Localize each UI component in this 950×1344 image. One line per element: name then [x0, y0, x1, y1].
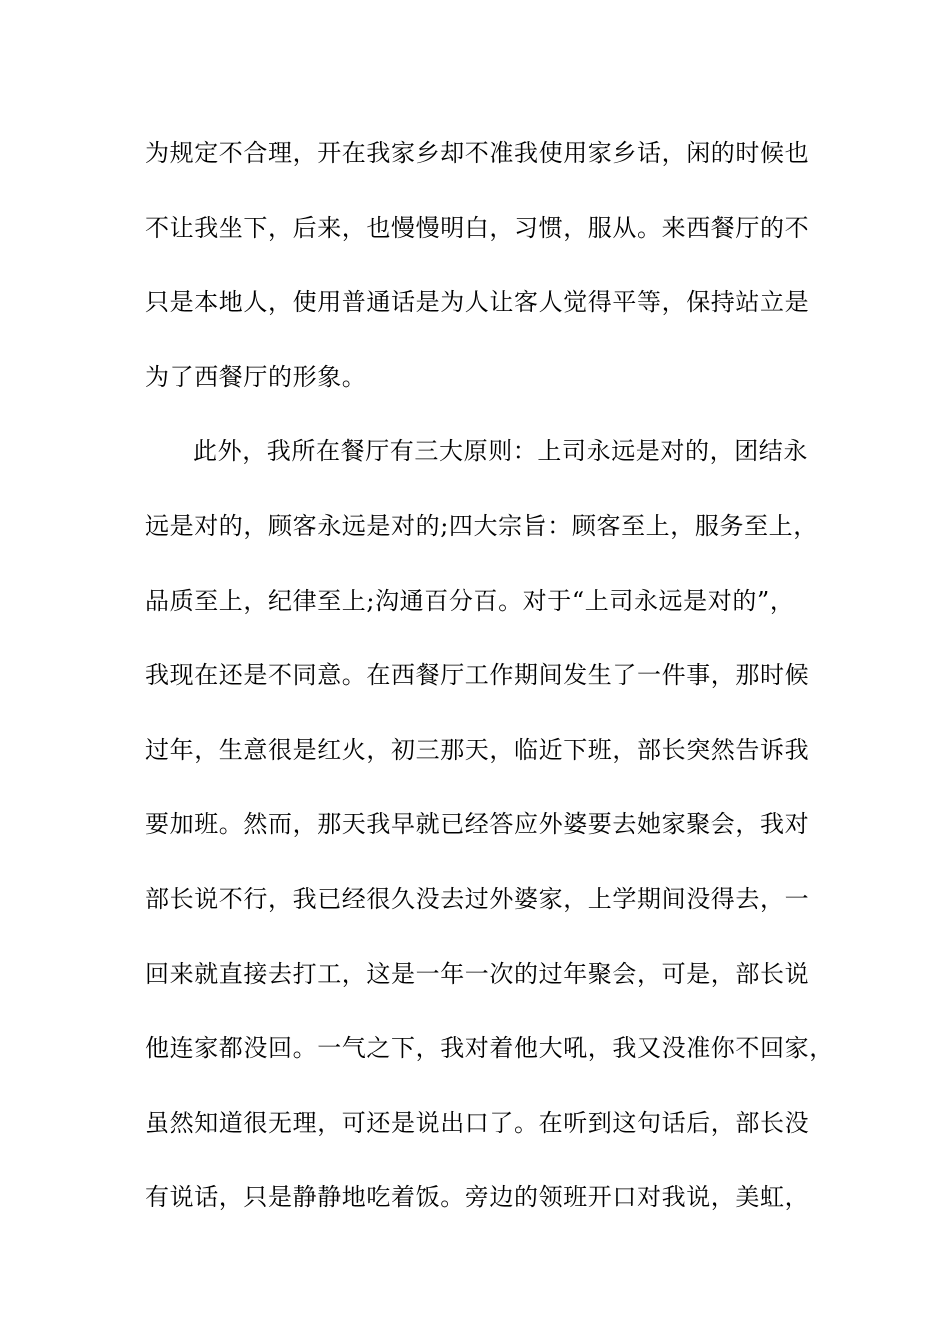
text-line: 他连家都没回。一气之下，我对着他大吼，我又没准你不回家，	[145, 1034, 834, 1063]
text-line: 只是本地人，使用普通话是为人让客人觉得平等，保持站立是	[145, 288, 810, 317]
text-line: 部长说不行，我已经很久没去过外婆家，上学期间没得去，一	[145, 884, 810, 913]
text-line: 远是对的，顾客永远是对的;四大宗旨：顾客至上，服务至上，	[145, 511, 818, 540]
text-line: 为规定不合理，开在我家乡却不准我使用家乡话，闲的时候也	[145, 139, 810, 167]
text-line: 要加班。然而，那天我早就已经答应外婆要去她家聚会，我对	[145, 810, 810, 839]
text-line: 回来就直接去打工，这是一年一次的过年聚会，可是，部长说	[145, 959, 810, 988]
text-line: 不让我坐下，后来，也慢慢明白，习惯，服从。来西餐厅的不	[145, 213, 810, 242]
text-line: 过年，生意很是红火，初三那天，临近下班，部长突然告诉我	[145, 735, 810, 764]
text-line: 有说话，只是静静地吃着饭。旁边的领班开口对我说，美虹，	[145, 1183, 810, 1212]
paragraph-start-line: 此外，我所在餐厅有三大原则：上司永远是对的，团结永	[193, 437, 808, 466]
body-text	[145, 131, 835, 1250]
text-line: 我现在还是不同意。在西餐厅工作期间发生了一件事，那时候	[145, 661, 810, 690]
text-line: 品质至上，纪律至上;沟通百分百。对于“上司永远是对的”，	[145, 586, 795, 615]
text-line: 为了西餐厅的形象。	[145, 362, 367, 391]
text-line: 虽然知道很无理，可还是说出口了。在听到这句话后，部长没	[145, 1108, 810, 1137]
